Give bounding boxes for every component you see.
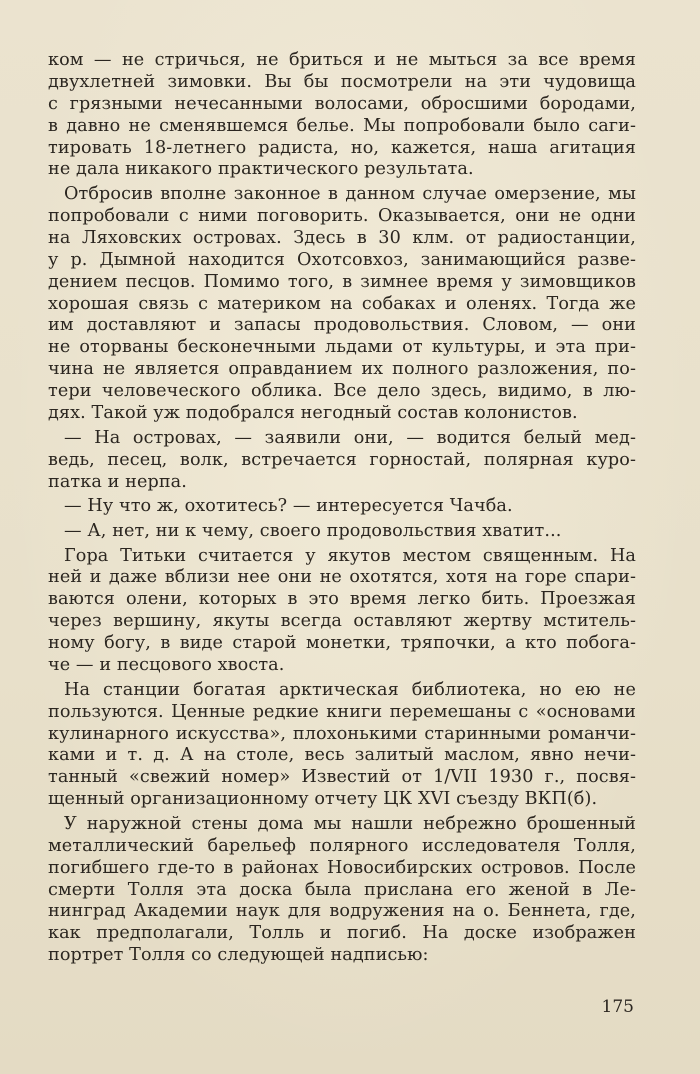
text-line: У наружной стены дома мы нашли небрежно брошенный bbox=[64, 813, 636, 834]
text-line: смерти Толля эта доска была прислана его женой в Ле- bbox=[48, 879, 636, 900]
text-line: пользуются. Ценные редкие книги перемешаны с «основами bbox=[48, 701, 636, 722]
text-line: как предполагали, Толль и погиб. На доске изображен bbox=[48, 923, 636, 944]
paragraph bbox=[48, 496, 636, 518]
text-line: ваются олени, которых в это время легко бить. Проезжая bbox=[48, 589, 636, 610]
text-line: ней и даже вблизи нее они не охотятся, хотя на горе спари- bbox=[48, 567, 636, 588]
text-line: с грязными нечесанными волосами, обросшими бородами, bbox=[48, 93, 636, 114]
paragraph bbox=[48, 814, 636, 967]
text-line: не оторваны бесконечными льдами от культуры, и эта при- bbox=[48, 337, 636, 358]
text-line: чина не является оправданием их полного разложения, по- bbox=[48, 359, 636, 380]
text-line: хорошая связь с материком на собаках и оленях. Тогда же bbox=[48, 293, 636, 314]
text-line: ному богу, в виде старой монетки, тряпочки, а кто побога- bbox=[48, 633, 636, 654]
paragraph bbox=[48, 428, 636, 494]
text-line: танный «свежий номер» Известий от 1/VII 1930 г., посвя- bbox=[48, 767, 636, 788]
paragraph bbox=[48, 50, 636, 181]
text-line: ками и т. д. А на столе, весь залитый маслом, явно нечи- bbox=[48, 745, 636, 766]
paragraph bbox=[48, 521, 636, 543]
text-line: погибшего где-то в районах Новосибирских островов. После bbox=[48, 857, 636, 878]
text-line: че — и песцового хвоста. bbox=[48, 655, 285, 676]
paragraph bbox=[48, 184, 636, 425]
text-line: — На островах, — заявили они, — водится белый мед- bbox=[64, 427, 636, 448]
paragraph bbox=[48, 546, 636, 677]
text-line: Гора Титьки считается у якутов местом священным. На bbox=[64, 545, 636, 566]
body-text bbox=[48, 50, 636, 967]
text-line: щенный организационному отчету ЦК XVI съезду ВКП(б). bbox=[48, 789, 598, 810]
text-line: попробовали с ними поговорить. Оказывается, они не одни bbox=[48, 206, 636, 227]
text-line: на Ляховских островах. Здесь в 30 клм. от радиостанции, bbox=[48, 227, 636, 248]
text-line: в давно не сменявшемся белье. Мы попробовали было саги- bbox=[48, 115, 636, 136]
text-line: металлический барельеф полярного исследователя Толля, bbox=[48, 835, 636, 856]
text-line: им доставляют и запасы продовольствия. Словом, — они bbox=[48, 315, 636, 336]
page-number: 175 bbox=[601, 997, 634, 1017]
text-line: у р. Дымной находится Охотсовхоз, занимающийся разве- bbox=[48, 249, 636, 270]
text-line: На станции богатая арктическая библиотека, но ею не bbox=[64, 679, 636, 700]
text-line: дях. Такой уж подобрался негодный состав колонистов. bbox=[48, 403, 578, 424]
text-line: нинград Академии наук для водружения на о. Беннета, где, bbox=[48, 901, 636, 922]
text-line: не дала никакого практического результата. bbox=[48, 159, 474, 180]
text-line: через вершину, якуты всегда оставляют жертву мститель- bbox=[48, 611, 636, 632]
text-line: кулинарного искусства», плохонькими старинными романчи- bbox=[48, 723, 636, 744]
text-line: — А, нет, ни к чему, своего продовольствия хватит... bbox=[64, 520, 562, 541]
text-line: портрет Толля со следующей надписью: bbox=[48, 945, 429, 966]
text-line: — Ну что ж, охотитесь? — интересуется Чачба. bbox=[64, 496, 513, 517]
text-line: ведь, песец, волк, встречается горностай, полярная куро- bbox=[48, 449, 636, 470]
text-line: двухлетней зимовки. Вы бы посмотрели на эти чудовища bbox=[48, 71, 636, 92]
text-line: ком — не стричься, не бриться и не мыться за все время bbox=[48, 50, 636, 70]
text-line: дением песцов. Помимо того, в зимнее время у зимовщиков bbox=[48, 271, 636, 292]
text-line: патка и нерпа. bbox=[48, 471, 187, 492]
text-line: Отбросив вполне законное в данном случае омерзение, мы bbox=[64, 184, 636, 205]
paragraph bbox=[48, 680, 636, 811]
text-line: тери человеческого облика. Все дело здесь, видимо, в лю- bbox=[48, 381, 636, 402]
text-line: тировать 18-летнего радиста, но, кажется, наша агитация bbox=[48, 137, 636, 158]
